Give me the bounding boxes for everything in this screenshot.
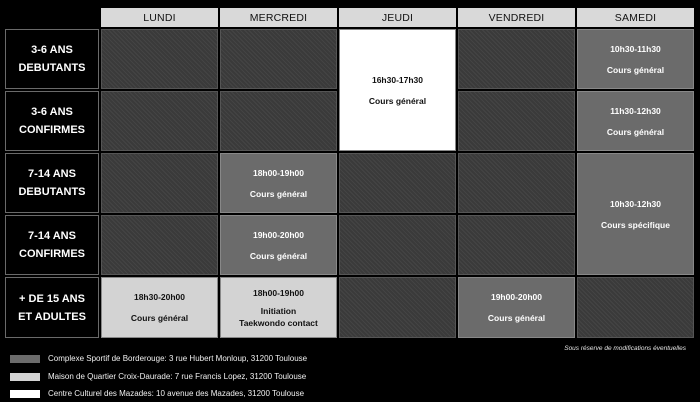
- legend-item: [10, 372, 306, 381]
- empty-slot: [101, 29, 218, 89]
- empty-slot: [458, 153, 575, 213]
- group-level: ET ADULTES: [18, 310, 86, 323]
- slot-time: 19h00-20h00: [490, 292, 543, 302]
- legend-swatch: [10, 355, 40, 363]
- empty-slot: [220, 91, 337, 151]
- empty-slot: [458, 215, 575, 275]
- empty-slot: [577, 277, 694, 338]
- legend-swatch: [10, 390, 40, 398]
- legend-label: Maison de Quartier Croix-Daurade: 7 rue Francis Lopez, 31200 Toulouse: [48, 372, 307, 381]
- class-slot-mercredi-adultes: [220, 277, 337, 338]
- group-level: CONFIRMES: [19, 124, 85, 136]
- slot-time: 18h00-19h00: [252, 167, 305, 178]
- group-age: 3-6 ANS: [31, 44, 73, 56]
- empty-slot: [458, 29, 575, 89]
- legend-label: Centre Culturel des Mazades: 10 avenue des Mazades, 31200 Toulouse: [48, 389, 305, 398]
- group-level: DEBUTANTS: [18, 62, 86, 74]
- class-slot-vendredi-adultes: [458, 277, 575, 338]
- slot-time: 10h30-11h30: [610, 43, 661, 54]
- slot-time: 18h30-20h00: [133, 292, 186, 302]
- group-label: [5, 277, 99, 338]
- class-slot-samedi-7-14: [577, 153, 694, 275]
- legend-label: Complexe Sportif de Borderouge: 3 rue Hubert Monloup, 31200 Toulouse: [48, 354, 308, 363]
- group-age: + DE 15 ANS: [19, 292, 85, 305]
- empty-slot: [339, 215, 456, 275]
- slot-description: Cours général: [249, 250, 308, 261]
- group-label: [5, 153, 99, 213]
- group-age: 7-14 ANS: [28, 230, 76, 242]
- slot-description: Cours général: [487, 313, 546, 323]
- slot-description: Cours général: [606, 126, 665, 137]
- class-slot-jeudi-3-6: [339, 29, 456, 151]
- day-header-jeudi: JEUDI: [339, 8, 456, 27]
- group-age: 3-6 ANS: [31, 106, 73, 118]
- group-label: [5, 29, 99, 89]
- disclaimer-note: Sous réserve de modifications éventuelles: [564, 345, 686, 352]
- slot-time: 16h30-17h30: [371, 74, 424, 85]
- day-header-samedi: SAMEDI: [577, 8, 694, 27]
- empty-slot: [101, 91, 218, 151]
- empty-slot: [101, 215, 218, 275]
- legend-item: [10, 389, 304, 398]
- empty-slot: [339, 277, 456, 338]
- slot-time: 18h00-19h00: [252, 287, 305, 298]
- empty-slot: [458, 91, 575, 151]
- group-level: CONFIRMES: [19, 248, 85, 260]
- slot-description: Cours général: [606, 64, 665, 75]
- group-label: [5, 215, 99, 275]
- class-slot-lundi-adultes: [101, 277, 218, 338]
- class-slot-mercredi-7-14-debutants: [220, 153, 337, 213]
- day-header-vendredi: VENDREDI: [458, 8, 575, 27]
- legend-swatch: [10, 373, 40, 381]
- group-age: 7-14 ANS: [28, 168, 76, 180]
- slot-time: 11h30-12h30: [610, 105, 661, 116]
- slot-description: Cours général: [368, 95, 427, 106]
- slot-description: Cours spécifique: [601, 219, 670, 230]
- group-level: DEBUTANTS: [18, 186, 86, 198]
- empty-slot: [220, 29, 337, 89]
- empty-slot: [101, 153, 218, 213]
- slot-description: Cours général: [249, 188, 308, 199]
- day-header-mercredi: MERCREDI: [220, 8, 337, 27]
- class-slot-mercredi-7-14-confirmes: [220, 215, 337, 275]
- empty-slot: [339, 153, 456, 213]
- slot-description: Cours général: [130, 313, 189, 323]
- legend-item: [10, 354, 307, 363]
- slot-description: Taekwondo contact: [239, 317, 318, 328]
- group-label: [5, 91, 99, 151]
- class-slot-samedi-3-6-debutants: [577, 29, 694, 89]
- slot-time: 19h00-20h00: [252, 229, 305, 240]
- slot-time: 10h30-12h30: [609, 198, 662, 209]
- slot-description: Initiation: [260, 305, 297, 316]
- day-header-lundi: LUNDI: [101, 8, 218, 27]
- class-slot-samedi-3-6-confirmes: [577, 91, 694, 151]
